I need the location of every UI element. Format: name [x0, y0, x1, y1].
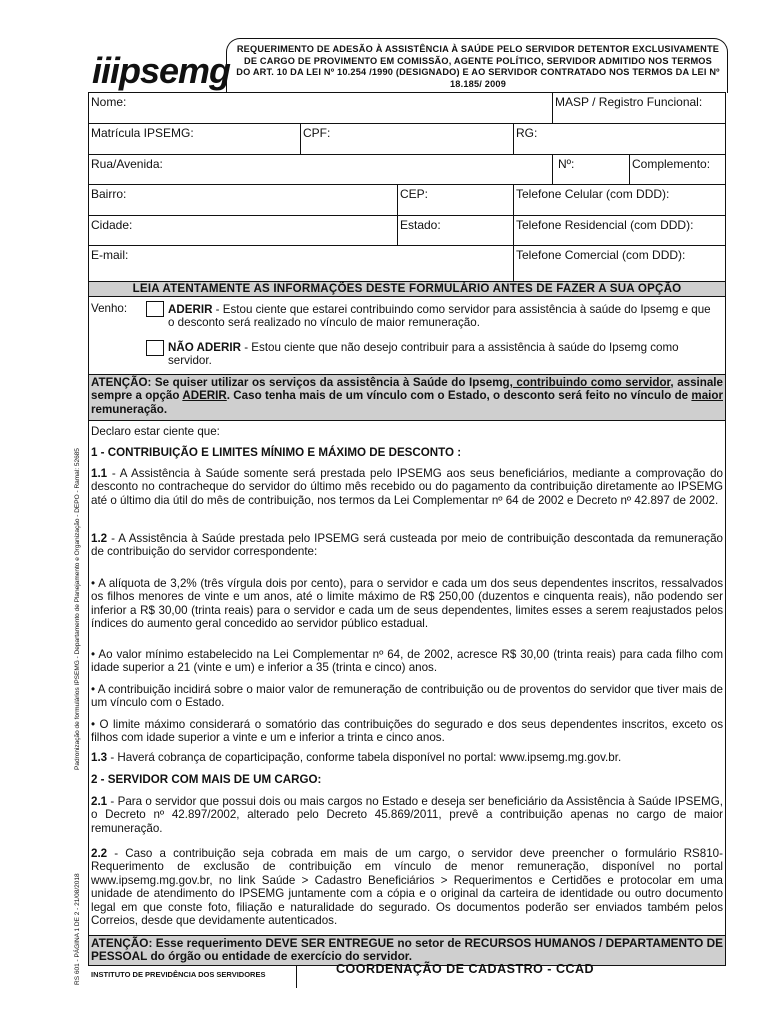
field-numero[interactable]: Nº:	[558, 157, 575, 171]
field-cidade[interactable]: Cidade:	[91, 218, 133, 232]
ipsemg-logo: iiipsemg	[92, 50, 231, 91]
paragraph-1-2: 1.2 - A Assistência à Saúde prestada pelo IPSEMG será custeada por meio de contribuição descontada da remuneração de contribuição do servidor correspondente:	[91, 532, 723, 559]
paragraph-2-2: 2.2 - Caso a contribuição seja cobrada em mais de um cargo, o servidor deve preencher o formulário RS810-Requerimento de exclusão de contribuição em vínculo de menor remuneração, disponível no portal www.ipsemg.mg.gov.br, no link Saúde > Cadastro Beneficiários > Requerimentos e Certidões e protocolar em uma unidade de atendimento do IPSEMG juntamente com a cópia e o original da carteira de identidade ou outro documento legal em que conste foto, filiação e naturalidade do segurado. Os documentos poderão ser enviados também pelos Correios, desde que devidamente autenticados.	[91, 847, 723, 928]
nao-aderir-label: NÃO ADERIR	[168, 341, 241, 354]
field-complemento[interactable]: Complemento:	[632, 157, 711, 171]
sidebar-page-code: RS 601 - PÁGINA 1 DE 2 - 21/08/2018	[74, 873, 81, 985]
aderir-checkbox[interactable]	[146, 301, 164, 317]
paragraph-1-1: 1.1 - A Assistência à Saúde somente será prestada pelo IPSEMG aos seus beneficiários, mediante a comprovação do desconto no contracheque do servidor do último mês recebido ou do pagamento da contribuição diretamente ao IPSEMG até o último dia útil do mês de contribuição, nos termos da Lei Complementar nº 64 de 2002 e Decreto nº 42.897 de 2002.	[91, 467, 723, 507]
form-title: REQUERIMENTO DE ADESÃO À ASSISTÊNCIA À SAÚDE PELO SERVIDOR DETENTOR EXCLUSIVAMENTE DE CARGO DE PROVIMENTO EM COMISSÃO, AGENTE POLÍTICO, SERVIDOR ADMITIDO NOS TERMOS DO ART. 10 DA LEI Nº 10.254 /1990 (DESIGNADO) E AO SERVIDOR CONTRATADO NOS TERMOS DA LEI Nº 18.185/ 2009	[236, 44, 720, 89]
field-bairro[interactable]: Bairro:	[91, 187, 127, 201]
aderir-text: - Estou ciente que estarei contribuindo como servidor para assistência à saúde do Ipsemg e que o desconto será realizado no vínculo de maior remuneração.	[168, 303, 711, 330]
nao-aderir-checkbox[interactable]	[146, 340, 164, 356]
field-tel-residencial[interactable]: Telefone Residencial (com DDD):	[516, 218, 694, 232]
nao-aderir-text: - Estou ciente que não desejo contribuir para a assistência à saúde do Ipsemg como servidor.	[168, 341, 679, 368]
field-tel-comercial[interactable]: Telefone Comercial (com DDD):	[516, 248, 686, 262]
field-tel-celular[interactable]: Telefone Celular (com DDD):	[516, 187, 670, 201]
field-matricula[interactable]: Matrícula IPSEMG:	[91, 126, 194, 140]
declaro-text: Declaro estar ciente que:	[91, 425, 220, 438]
bullet-limite-maximo: • O limite máximo considerará o somatório das contribuições do segurado e dos seus dependentes inscritos, exceto os filhos com idade superior a vinte e um e inferior a trinta e cinco anos.	[91, 718, 723, 745]
sidebar-text: Padronização de formulários IPSEMG - Departamento de Planejamento e Organização - DEPO - Ramal: 52685	[74, 448, 81, 770]
field-rua[interactable]: Rua/Avenida:	[91, 157, 163, 171]
footer-institute: INSTITUTO DE PREVIDÊNCIA DOS SERVIDORES	[91, 970, 266, 979]
field-cpf[interactable]: CPF:	[303, 126, 331, 140]
instructions-banner: LEIA ATENTAMENTE AS INFORMAÇÕES DESTE FORMULÁRIO ANTES DE FAZER A SUA OPÇÃO	[132, 282, 682, 295]
aderir-label: ADERIR	[168, 303, 213, 316]
footer-coordination: COORDENAÇÃO DE CADASTRO - CCAD	[336, 962, 595, 976]
bullet-valor-minimo: • Ao valor mínimo estabelecido na Lei Complementar nº 64, de 2002, acresce R$ 30,00 (trinta reais) para cada filho com idade superior a 21 (vinte e um) e inferior a 35 (trinta e cinco) anos.	[91, 648, 723, 675]
field-nome[interactable]: Nome:	[91, 95, 127, 109]
aderir-option	[168, 303, 720, 330]
bullet-maior-valor: • A contribuição incidirá sobre o maior valor de remuneração de contribuição ou de proventos do servidor que tiver mais de um vínculo com o Estado.	[91, 683, 723, 710]
section1-title: 1 - CONTRIBUIÇÃO E LIMITES MÍNIMO E MÁXIMO DE DESCONTO :	[91, 446, 462, 459]
nao-aderir-option	[168, 341, 720, 368]
field-estado[interactable]: Estado:	[400, 218, 441, 232]
field-masp[interactable]: MASP / Registro Funcional:	[555, 95, 703, 109]
attention1-text: ATENÇÃO: Se quiser utilizar os serviços da assistência à Saúde do Ipsemg, contribuindo como servidor, assinale sempre a opção ADERIR. Caso tenha mais de um vínculo com o Estado, o desconto será feito no vínculo de maior remuneração.	[91, 376, 723, 416]
section2-title: 2 - SERVIDOR COM MAIS DE UM CARGO:	[91, 773, 322, 786]
bullet-aliquota: • A alíquota de 3,2% (três vírgula dois por cento), para o servidor e cada um dos seus dependentes inscritos, ressalvados os filhos menores de vinte e um anos, até o limite máximo de R$ 250,00 (duzentos e cinquenta reais), não podendo ser inferior a R$ 30,00 (trinta reais) para o servidor e cada um de seus dependentes, limites esses a serem reajustados pelos índices do aumento geral concedido ao servidor público estadual.	[91, 577, 723, 631]
field-cep[interactable]: CEP:	[400, 187, 429, 201]
paragraph-1-3: 1.3 - Haverá cobrança de coparticipação, conforme tabela disponível no portal: www.ipsemg.mg.gov.br.	[91, 751, 622, 764]
field-email[interactable]: E-mail:	[91, 248, 129, 262]
venho-label: Venho:	[91, 302, 128, 315]
field-rg[interactable]: RG:	[516, 126, 538, 140]
attention2-text: ATENÇÃO: Esse requerimento DEVE SER ENTREGUE no setor de RECURSOS HUMANOS / DEPARTAMENTO DE PESSOAL do órgão ou entidade de exercício do servidor.	[91, 936, 723, 964]
paragraph-2-1: 2.1 - Para o servidor que possui dois ou mais cargos no Estado e deseja ser beneficiário da Assistência à Saúde IPSEMG, o Decreto nº 42.897/2002, alterado pelo Decreto 45.869/2011, prevê a contribuição apenas no cargo de maior remuneração.	[91, 795, 723, 835]
